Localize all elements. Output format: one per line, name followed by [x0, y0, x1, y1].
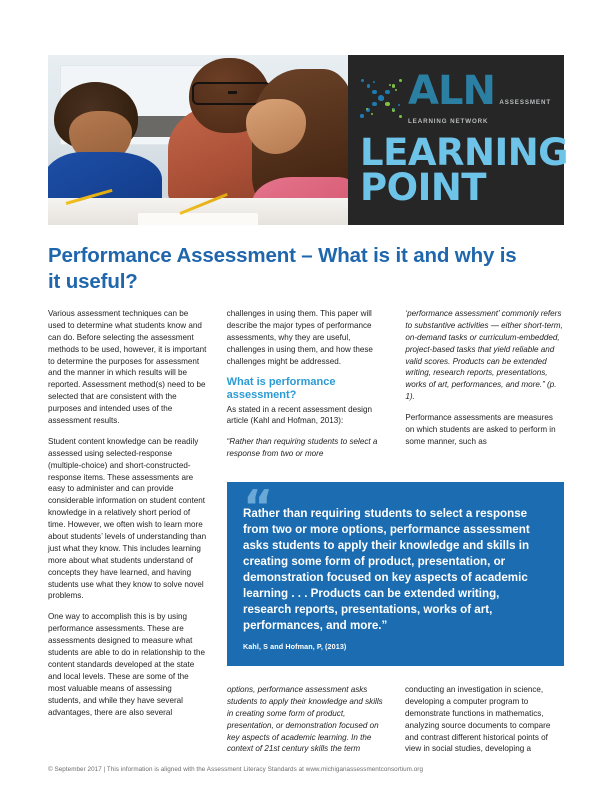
document-header — [48, 55, 569, 225]
paragraph: Various assessment techniques can be used to determine what students know and can do. Before selecting the assessment methods to be used, however, it is important to determine the purposes for assessment and the manner in which results will be reported. Assessment method(s) need to be selected that are consistent with the purposes and intended uses of the assessment results. — [48, 309, 207, 426]
header-photo — [48, 55, 348, 225]
paragraph: “Rather than requiring students to select a response from two or more — [226, 437, 378, 459]
logo-wordmark: ALN — [408, 68, 495, 114]
pull-quote-attribution: Kahl, S and Hofman, P, (2013) — [243, 641, 347, 651]
paragraph: options, performance assessment asks students to apply their knowledge and skills in creating some form of product, presentation, or demonstration focused on key aspects of academic learning. In the context of 21st century skills the term — [227, 685, 383, 754]
text-column-1 — [48, 308, 207, 727]
pull-quote — [227, 482, 564, 666]
quotation-mark-icon: “ — [243, 480, 272, 534]
logo-text — [408, 68, 564, 128]
footer: © September 2017 | This information is aligned with the Assessment Literacy Standards at www.michiganassessmentconsortium.org — [48, 766, 424, 773]
pull-quote-text: Rather than requiring students to select a response from two or more options, performance assessment asks students to apply their knowledge and skills in creating some form of product, presentation, or demonstration focused on key aspects of academic learning . . . Products can be extended writing, research reports, presentations, works of art, performances, and more.” — [243, 507, 530, 632]
logo-x-dots-icon — [360, 76, 404, 120]
paragraph: One way to accomplish this is by using performance assessments. These are assessments designed to measure what students are able to do in relationship to the content standards developed at the state and local levels. These are some of the most valuable means of assessing students, and while they have several advantages, there are also several — [48, 612, 206, 717]
paragraph: challenges in using them. This paper will describe the major types of performance assessments, why they are useful, challenges in using them, and how these challenges might be addressed. — [226, 309, 373, 366]
bottom-text-column-1 — [227, 684, 386, 764]
paragraph: conducting an investigation in science, developing a computer program to demonstrate functions in mathematics, analyzing source documents to compare and contrast different historical points of view in social studies, developing a — [405, 685, 551, 754]
paragraph: Student content knowledge can be readily assessed using selected-response (multiple-choice) and short-constructed-response items. These assessments are easy to administer and can provide considerable information on student content knowledge in a relatively short period of time. However, we often wish to learn more about students’ levels of understanding than just what they know. This includes learning more about what students understand of concepts they have learned, and having students use what they know to solve novel problems. — [48, 436, 207, 601]
paragraph: ‘performance assessment’ commonly refers to substantive activities — either short-term, on-demand tasks or curriculum-embedded, project-based tasks that yield reliable and valid scores. Products can be extended writing, research reports, presentations, works of art, performances, and more.” (p. 1). — [405, 309, 563, 402]
paragraph: Performance assessments are measures on which students are asked to perform in some manner, such as — [405, 413, 556, 446]
article-bottom-columns — [227, 684, 564, 764]
publication-title-line2: POINT — [360, 166, 487, 210]
page-title: Performance Assessment – What is it and why is it useful? — [48, 244, 517, 294]
header-brand-panel — [348, 55, 569, 225]
publication-title-line1: LEARNING — [360, 131, 569, 174]
photo-paper — [138, 213, 258, 225]
publication-title — [360, 131, 569, 210]
logo-tagline: ASSESSMENT LEARNING NETWORK — [408, 99, 552, 125]
aln-logo — [360, 68, 564, 128]
bottom-text-column-2 — [405, 684, 564, 764]
paragraph: As stated in a recent assessment design article (Kahl and Hofman, 2013): — [226, 404, 372, 426]
section-heading: What is performance assessment? — [226, 376, 336, 401]
